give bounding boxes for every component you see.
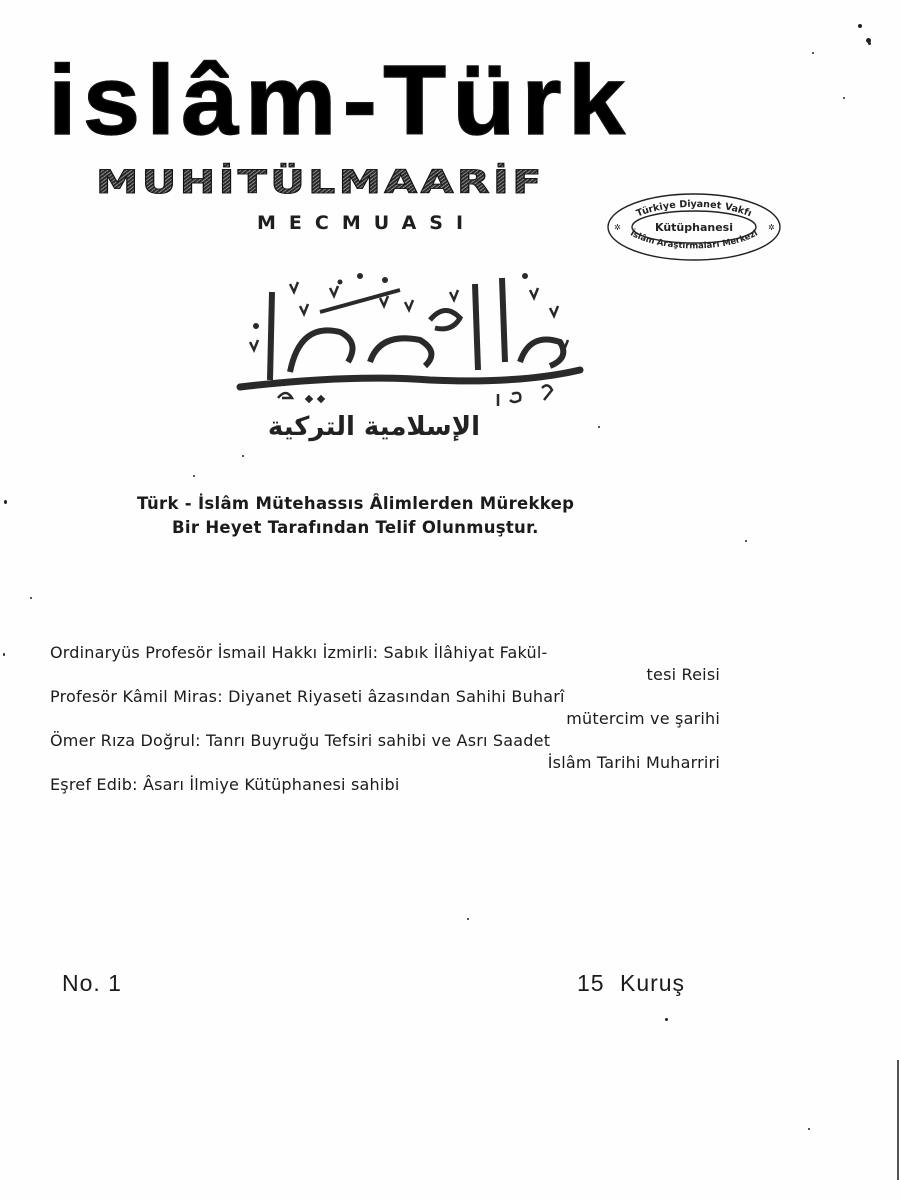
- author-entry: Ömer Rıza Doğrul: Tanrı Buyruğu Tefsiri sahibi ve Asrı Saadet: [50, 731, 551, 750]
- calligraphy-ornament-icon: [230, 262, 590, 412]
- tagline-line-2: Bir Heyet Tarafından Telif Olunmuştur.: [172, 518, 539, 537]
- stamp-seal-icon: [606, 192, 782, 262]
- cover-price: 15 Kuruş: [577, 970, 686, 996]
- tagline-line-1: Türk - İslâm Mütehassıs Âlimlerden Mürekkep: [137, 494, 575, 513]
- masthead-subtitle: MUHİTÜLMAARİF: [96, 163, 545, 201]
- svg-text:İslâm Araştırmaları Merkezi: İslâm Araştırmaları Merkezi: [628, 228, 760, 252]
- author-list: [50, 642, 720, 796]
- masthead-title: islâm-Türk: [48, 45, 632, 155]
- masthead-kicker: MECMUASI: [257, 212, 477, 234]
- svg-text:Kütüphanesi: Kütüphanesi: [655, 221, 733, 234]
- author-entry-continuation: mütercim ve şarihi: [566, 709, 720, 728]
- svg-text:✲: ✲: [614, 223, 621, 232]
- author-entry-continuation: İslâm Tarihi Muharriri: [547, 753, 720, 772]
- author-entry-continuation: tesi Reisi: [646, 665, 720, 684]
- arabic-subtitle: الإسلامية التركية: [267, 412, 480, 442]
- author-entry: Ordinaryüs Profesör İsmail Hakkı İzmirli: Sabık İlâhiyat Fakül-: [50, 643, 548, 662]
- arabic-calligraphy-emblem: [230, 262, 590, 412]
- author-entry: Eşref Edib: Âsarı İlmiye Kütüphanesi sahibi: [50, 775, 400, 794]
- issue-number: No. 1: [62, 970, 122, 996]
- svg-text:✲: ✲: [768, 223, 775, 232]
- author-entry: Profesör Kâmil Miras: Diyanet Riyaseti âzasından Sahihi Buharî: [50, 687, 565, 706]
- library-stamp: [606, 192, 782, 262]
- svg-text:Türkiye Diyanet Vakfı: Türkiye Diyanet Vakfı: [634, 198, 754, 220]
